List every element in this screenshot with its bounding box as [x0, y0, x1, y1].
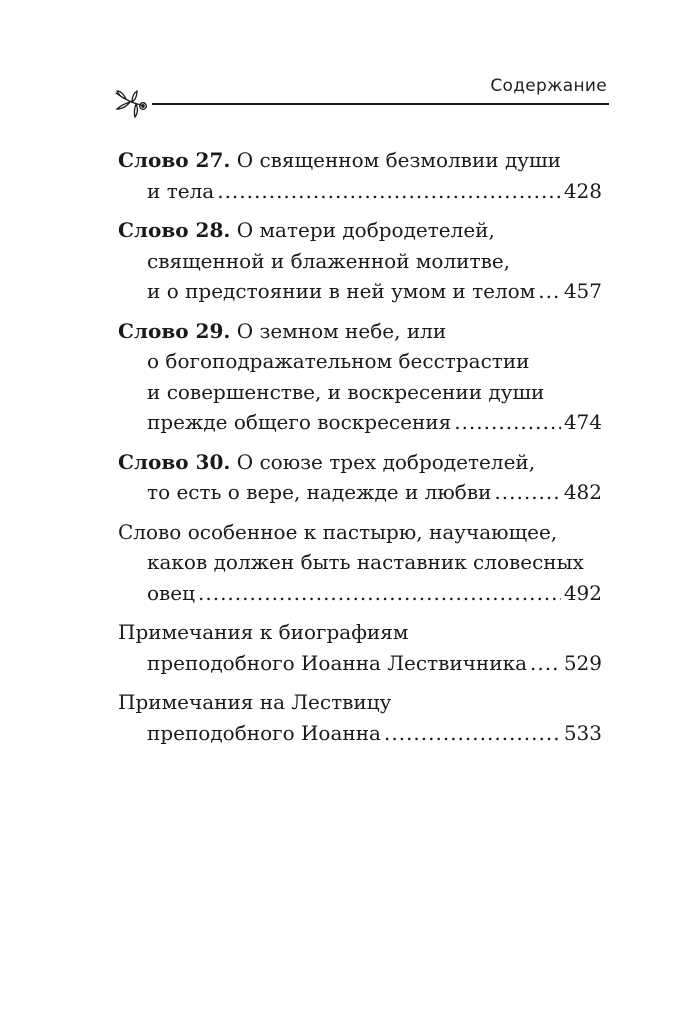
toc-page-number: 474 [563, 410, 602, 434]
toc-entry-line [118, 377, 602, 408]
toc-entry-text: и совершенстве, и воскресении души [147, 379, 545, 404]
toc-entry [118, 517, 602, 609]
toc-entry-text: Примечания на Лествицу [118, 690, 392, 714]
toc-entry [118, 316, 602, 438]
toc-entry-text: овец [147, 580, 195, 605]
dot-leader [530, 648, 561, 679]
header-rule [152, 103, 609, 105]
toc-entry-last-line [118, 276, 602, 307]
toc-entry-text: прежде общего воскресения [147, 410, 452, 434]
dot-leader [454, 407, 561, 438]
toc-entry-lead: Слово 29. [118, 318, 231, 343]
toc-entry-line [118, 246, 602, 277]
toc-entry-text: то есть о вере, надежде и любви [147, 480, 492, 504]
toc-page-number: 428 [563, 178, 602, 203]
toc-page-number: 533 [563, 720, 602, 745]
toc-entry [118, 617, 602, 678]
toc-entry-line [118, 517, 602, 548]
toc-entry-line [118, 447, 602, 478]
toc-entry-text: каков должен быть наставник словесных [147, 550, 584, 574]
toc-entry-line [118, 687, 602, 718]
dot-leader [217, 176, 561, 207]
toc-entry-last-line [118, 648, 602, 679]
toc-page-number: 457 [563, 279, 602, 303]
toc-entry [118, 145, 602, 206]
running-head-title: Содержание [490, 76, 607, 96]
toc-entry-last-line [118, 176, 602, 207]
toc-page-number: 482 [563, 480, 602, 504]
dot-leader [538, 276, 561, 307]
toc-entry-line [118, 316, 602, 347]
dot-leader [198, 578, 561, 609]
table-of-contents [118, 145, 602, 757]
toc-entry-text: Слово особенное к пастырю, научающее, [118, 519, 558, 544]
toc-page-number: 529 [563, 650, 602, 675]
toc-entry-line [118, 145, 602, 176]
toc-entry-lead: Слово 28. [118, 218, 231, 242]
dot-leader [384, 718, 561, 749]
toc-entry [118, 687, 602, 748]
toc-entry-text: преподобного Иоанна [147, 720, 381, 745]
toc-entry-text: и тела [147, 178, 215, 203]
toc-entry-last-line [118, 477, 602, 508]
dot-leader [494, 477, 560, 508]
toc-entry-line [118, 346, 602, 377]
toc-entry [118, 215, 602, 307]
toc-page-number: 492 [563, 580, 602, 605]
toc-entry-text: Примечания к биографиям [118, 620, 409, 644]
toc-entry [118, 447, 602, 508]
toc-entry-text: О матери добродетелей, [236, 218, 495, 242]
toc-entry-text: преподобного Иоанна Лествичника [147, 650, 528, 675]
toc-entry-text: священной и блаженной молитве, [147, 248, 511, 273]
toc-entry-last-line [118, 578, 602, 609]
toc-entry-last-line [118, 718, 602, 749]
toc-entry-text: О земном небе, или [236, 318, 447, 343]
toc-entry-lead: Слово 27. [118, 148, 231, 172]
toc-entry-text: и о предстоянии в ней умом и телом [147, 279, 536, 303]
toc-entry-text: о богоподражательном бесстрастии [147, 349, 530, 373]
toc-entry-line [118, 215, 602, 246]
leaf-sprig-icon [112, 90, 158, 120]
toc-entry-text: О союзе трех добродетелей, [236, 449, 536, 474]
toc-entry-lead: Слово 30. [118, 449, 231, 474]
toc-entry-line [118, 547, 602, 578]
toc-entry-text: О священном безмолвии души [236, 148, 561, 172]
toc-entry-last-line [118, 407, 602, 438]
toc-entry-line [118, 617, 602, 648]
